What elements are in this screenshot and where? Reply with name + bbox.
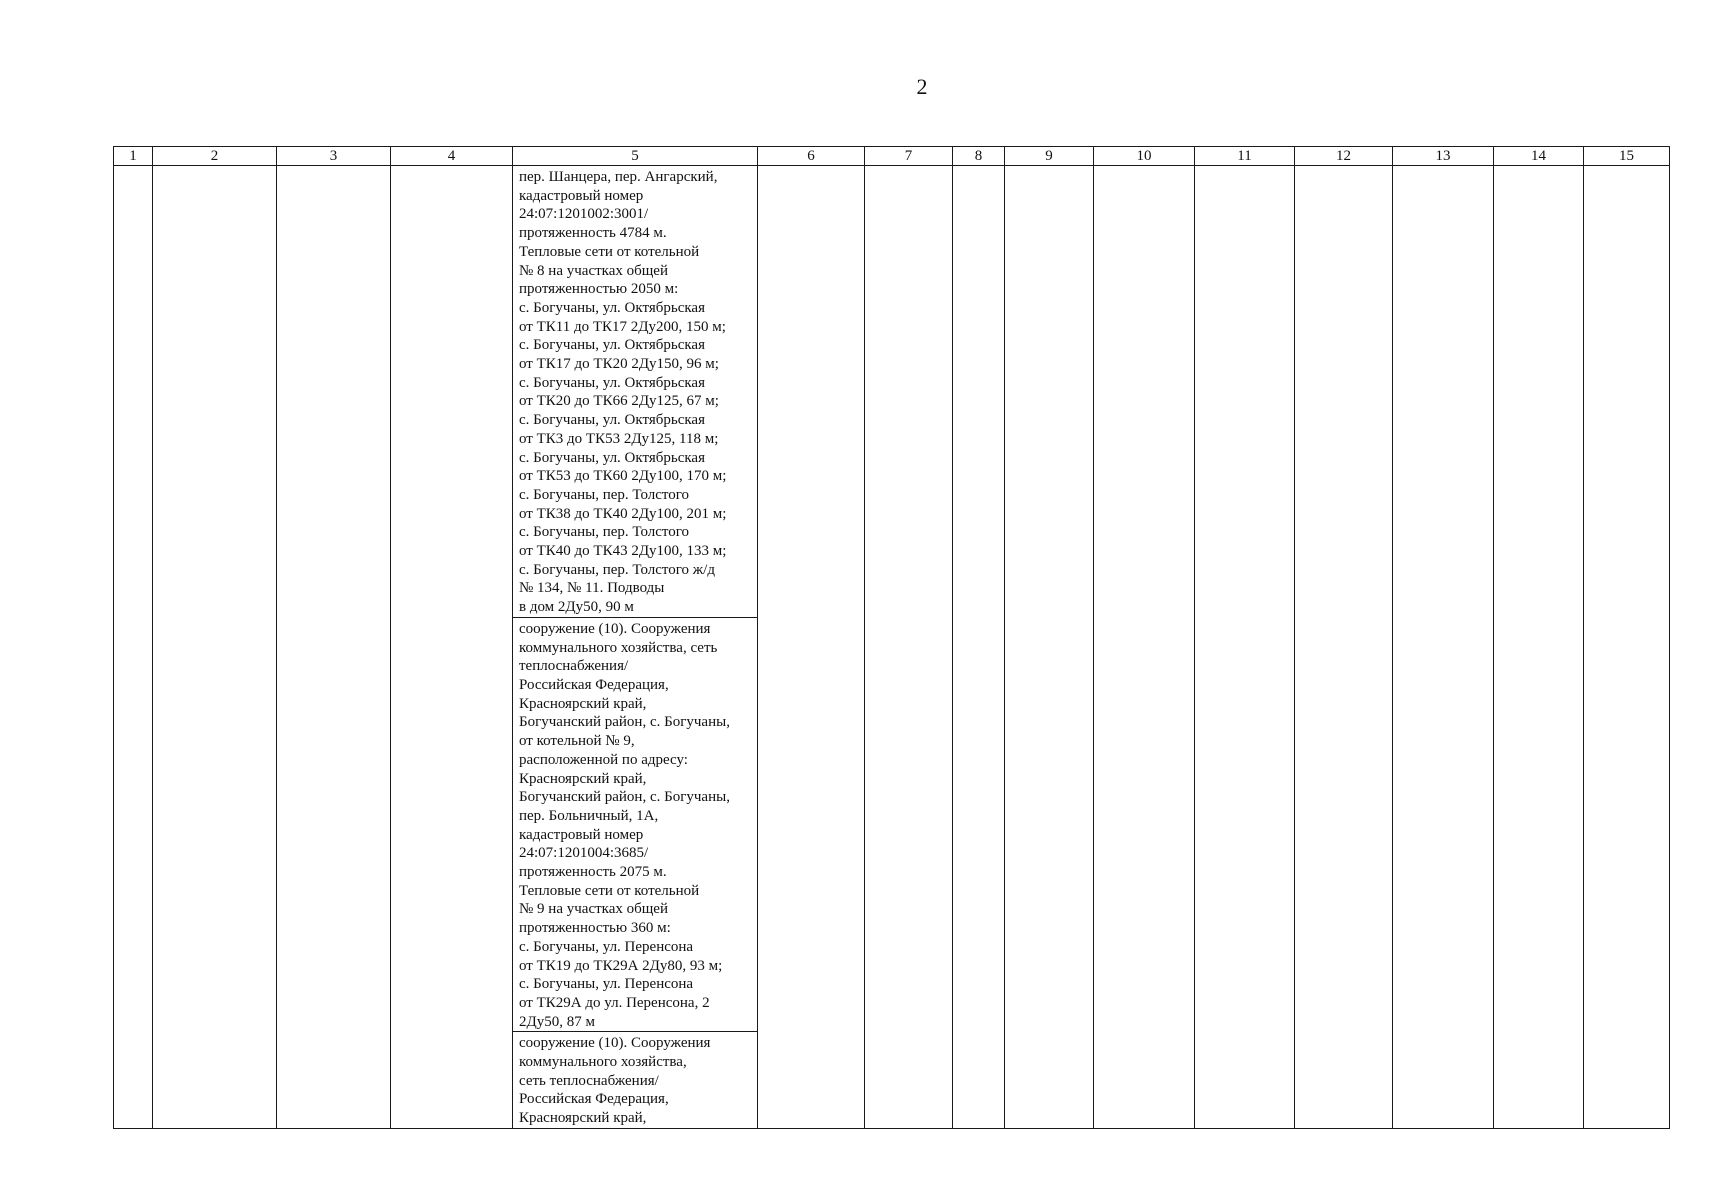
column-header-7: 7 (865, 147, 953, 166)
cell-col-3 (277, 166, 391, 1129)
register-table (113, 146, 1670, 1129)
column-header-14: 14 (1494, 147, 1584, 166)
object-description-stack (513, 166, 757, 1128)
column-header-11: 11 (1195, 147, 1295, 166)
cell-col-8 (953, 166, 1005, 1129)
column-header-8: 8 (953, 147, 1005, 166)
cell-col-15 (1584, 166, 1670, 1129)
cell-col-7 (865, 166, 953, 1129)
column-header-2: 2 (153, 147, 277, 166)
cell-col-4 (391, 166, 513, 1129)
column-header-10: 10 (1094, 147, 1195, 166)
table-row (114, 166, 1670, 1129)
register-table-container (113, 146, 1669, 1127)
cell-col-10 (1094, 166, 1195, 1129)
cell-col-12 (1295, 166, 1393, 1129)
column-header-5: 5 (513, 147, 758, 166)
column-header-4: 4 (391, 147, 513, 166)
cell-col-14 (1494, 166, 1584, 1129)
object-description-block: сооружение (10). Сооружения коммунального хозяйства, сеть теплоснабжения/ Российская Федерация, Красноярский край, Богучанский район, с. Богучаны, от котельной № 9, расположенной по адресу: Красноярский край, Богучанский район, с. Богучаны, пер. Больничный, 1А, кадастровый номер 24:07:1201004:3685/ протяженность 2075 м. Тепловые сети от котельной № 9 на участках общей протяженностью 360 м: с. Богучаны, ул. Перенсона от ТК19 до ТК29А 2Ду80, 93 м; с. Богучаны, ул. Перенсона от ТК29А до ул. Перенсона, 2 2Ду50, 87 м (513, 618, 757, 1032)
column-header-15: 15 (1584, 147, 1670, 166)
cell-col-13 (1393, 166, 1494, 1129)
column-header-13: 13 (1393, 147, 1494, 166)
column-number-row (114, 147, 1670, 166)
page-number: 2 (916, 74, 928, 99)
column-header-1: 1 (114, 147, 153, 166)
cell-col-11 (1195, 166, 1295, 1129)
cell-col-5-object-description (513, 166, 758, 1129)
column-header-3: 3 (277, 147, 391, 166)
object-description-block: пер. Шанцера, пер. Ангарский, кадастровый номер 24:07:1201002:3001/ протяженность 4784 м. Тепловые сети от котельной № 8 на участках общей протяженностью 2050 м: с. Богучаны, ул. Октябрьская от ТК11 до ТК17 2Ду200, 150 м; с. Богучаны, ул. Октябрьская от ТК17 до ТК20 2Ду150, 96 м; с. Богучаны, ул. Октябрьская от ТК20 до ТК66 2Ду125, 67 м; с. Богучаны, ул. Октябрьская от ТК3 до ТК53 2Ду125, 118 м; с. Богучаны, ул. Октябрьская от ТК53 до ТК60 2Ду100, 170 м; с. Богучаны, пер. Толстого от ТК38 до ТК40 2Ду100, 201 м; с. Богучаны, пер. Толстого от ТК40 до ТК43 2Ду100, 133 м; с. Богучаны, пер. Толстого ж/д № 134, № 11. Подводы в дом 2Ду50, 90 м (513, 166, 757, 618)
column-header-9: 9 (1005, 147, 1094, 166)
column-header-12: 12 (1295, 147, 1393, 166)
cell-col-1 (114, 166, 153, 1129)
cell-col-2 (153, 166, 277, 1129)
cell-col-6 (758, 166, 865, 1129)
cell-col-9 (1005, 166, 1094, 1129)
object-description-block: сооружение (10). Сооружения коммунального хозяйства, сеть теплоснабжения/ Российская Федерация, Красноярский край, (519, 1035, 711, 1127)
column-header-6: 6 (758, 147, 865, 166)
